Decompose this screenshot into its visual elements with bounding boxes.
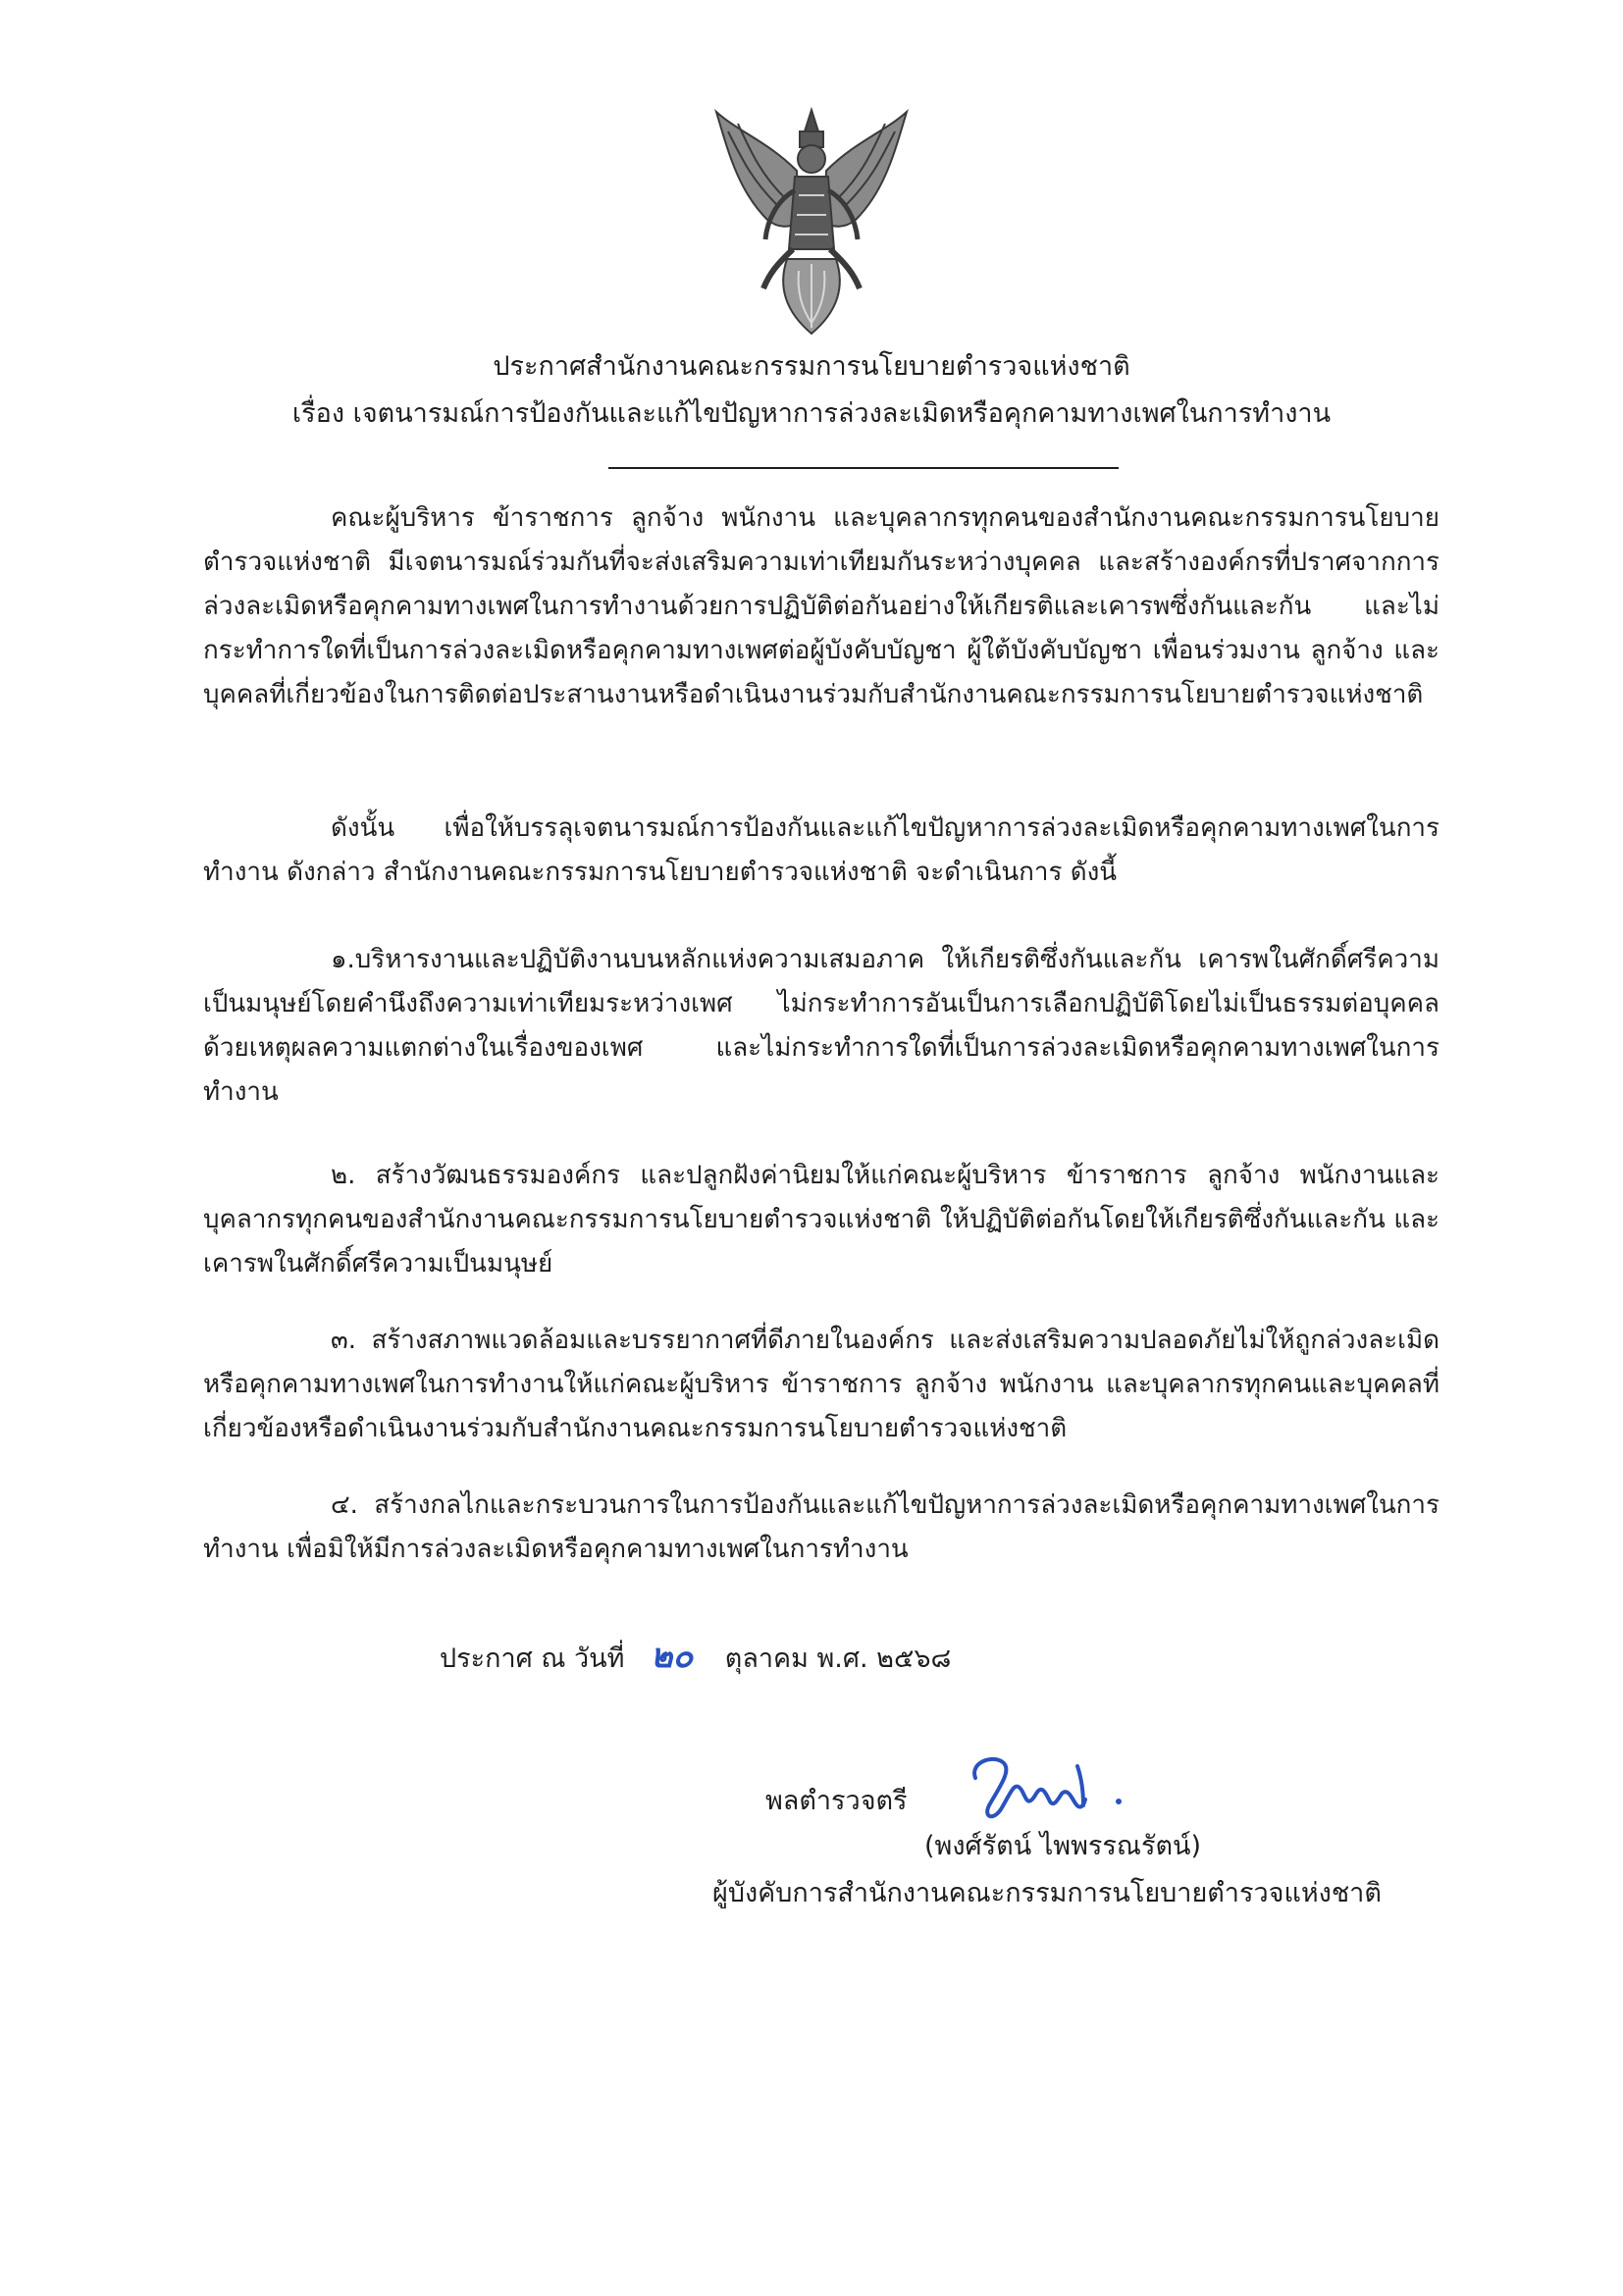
- item-3-paragraph: ๓. สร้างสภาพแวดล้อมและบรรยากาศที่ดีภายในองค์กร และส่งเสริมความปลอดภัยไม่ให้ถูกล่วงละเมิดหรือคุกคามทางเพศในการทำงานให้แก่คณะผู้บริหาร ข้าราชการ ลูกจ้าง พนักงาน และบุคลากรทุกคนและบุคคลที่เกี่ยวข้องหรือดำเนินงานร่วมกับสำนักงานคณะกรรมการนโยบายตำรวจแห่งชาติ: [203, 1326, 1440, 1443]
- garuda-emblem-icon: [708, 102, 915, 338]
- date-month-year: ตุลาคม พ.ศ. ๒๕๖๘: [724, 1644, 952, 1674]
- document-subject: เรื่อง เจตนารมณ์การป้องกันและแก้ไขปัญหาการล่วงละเมิดหรือคุกคามทางเพศในการทำงาน: [291, 398, 1332, 429]
- date-line: [440, 1637, 951, 1679]
- therefore-paragraph: ดังนั้น เพื่อให้บรรลุเจตนารมณ์การป้องกันและแก้ไขปัญหาการล่วงละเมิดหรือคุกคามทางเพศในการทำงาน ดังกล่าว สำนักงานคณะกรรมการนโยบายตำรวจแห่งชาติ จะดำเนินการ ดังนี้: [203, 813, 1440, 887]
- handwritten-signature-icon: [960, 1748, 1136, 1827]
- date-prefix: ประกาศ ณ วันที่: [440, 1644, 625, 1674]
- intro-paragraph: คณะผู้บริหาร ข้าราชการ ลูกจ้าง พนักงาน และบุคลากรทุกคนของสำนักงานคณะกรรมการนโยบายตำรวจแห่งชาติ มีเจตนารมณ์ร่วมกันที่จะส่งเสริมความเท่าเทียมกันระหว่างบุคคล และสร้างองค์กรที่ปราศจากการล่วงละเมิดหรือคุกคามทางเพศในการทำงานด้วยการปฏิบัติต่อกันอย่างให้เกียรติและเคารพซึ่งกันและกัน และไม่กระทำการใดที่เป็นการล่วงละเมิดหรือคุกคามทางเพศต่อผู้บังคับบัญชา ผู้ใต้บังคับบัญชา เพื่อนร่วมงาน ลูกจ้าง และบุคคลที่เกี่ยวข้องในการติดต่อประสานงานหรือดำเนินงานร่วมกับสำนักงานคณะกรรมการนโยบายตำรวจแห่งชาติ: [203, 503, 1440, 709]
- item-2-paragraph: ๒. สร้างวัฒนธรรมองค์กร และปลูกฝังค่านิยมให้แก่คณะผู้บริหาร ข้าราชการ ลูกจ้าง พนักงานและบุคลากรทุกคนของสำนักงานคณะกรรมการนโยบายตำรวจแห่งชาติ ให้ปฏิบัติต่อกันโดยให้เกียรติซึ่งกันและกัน และเคารพในศักดิ์ศรีความเป็นมนุษย์: [203, 1161, 1440, 1278]
- signer-name: (พงศ์รัตน์ ไพพรรณรัตน์): [924, 1831, 1201, 1861]
- signer-position: ผู้บังคับการสำนักงานคณะกรรมการนโยบายตำรวจแห่งชาติ: [712, 1878, 1382, 1908]
- item-1-paragraph: ๑.บริหารงานและปฏิบัติงานบนหลักแห่งความเสมอภาค ให้เกียรติซึ่งกันและกัน เคารพในศักดิ์ศรีความเป็นมนุษย์โดยคำนึงถึงความเท่าเทียมระหว่างเพศ ไม่กระทำการอันเป็นการเลือกปฏิบัติโดยไม่เป็นธรรมต่อบุคคลด้วยเหตุผลความแตกต่างในเรื่องของเพศ และไม่กระทำการใดที่เป็นการล่วงละเมิดหรือคุกคามทางเพศในการทำงาน: [203, 945, 1440, 1107]
- item-4-paragraph: ๔. สร้างกลไกและกระบวนการในการป้องกันและแก้ไขปัญหาการล่วงละเมิดหรือคุกคามทางเพศในการทำงาน เพื่อมิให้มีการล่วงละเมิดหรือคุกคามทางเพศในการทำงาน: [203, 1490, 1440, 1564]
- document-title: ประกาศสำนักงานคณะกรรมการนโยบายตำรวจแห่งชาติ: [493, 351, 1130, 382]
- signer-rank: พลตำรวจตรี: [765, 1786, 908, 1816]
- title-divider: [608, 467, 1119, 469]
- date-day-handwritten: ๒๐: [651, 1637, 694, 1676]
